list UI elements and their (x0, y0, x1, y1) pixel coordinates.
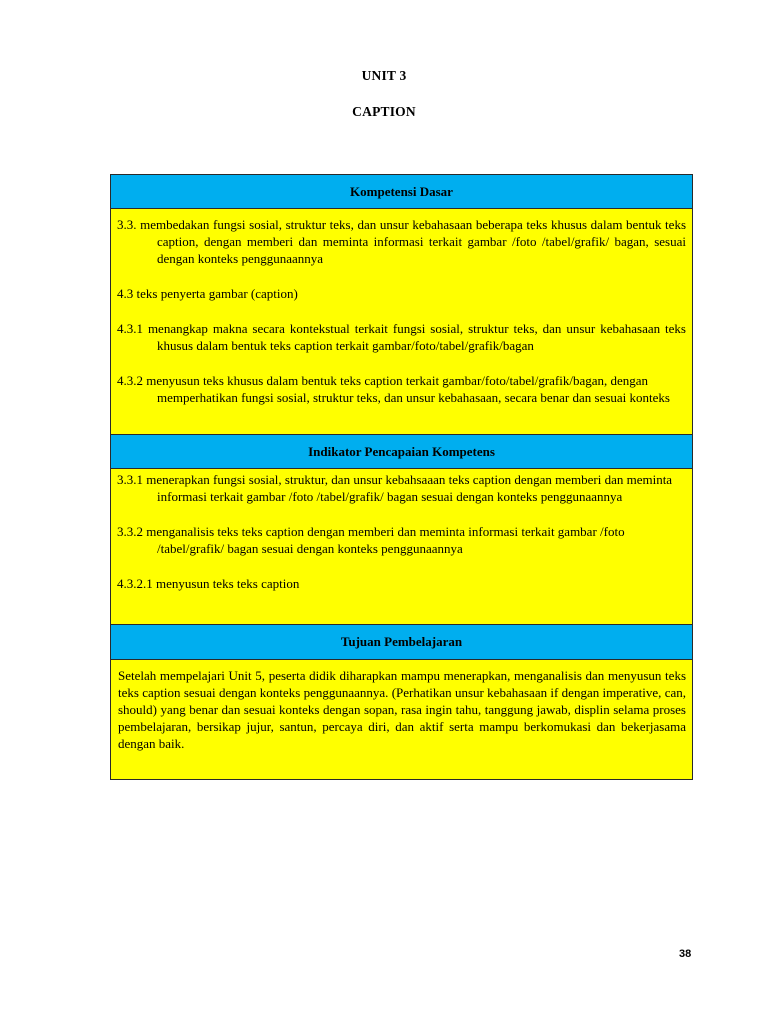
kd-item-3-3: 3.3. membedakan fungsi sosial, struktur teks, dan unsur kebahasaan beberapa teks khusus dalam bentuk teks caption, dengan memberi dan meminta informasi terkait gambar /foto /tabel/grafik/ bagan, sesuai dengan konteks penggunaannya (117, 217, 686, 266)
page-title: CAPTION (352, 104, 416, 119)
ind-item-3-3-2: 3.3.2 menganalisis teks teks caption dengan memberi dan meminta informasi terkait gambar /foto /tabel/grafik/ bagan sesuai dengan konteks penggunaannya (117, 524, 625, 556)
ind-item-3-3-1: 3.3.1 menerapkan fungsi sosial, struktur, dan unsur kebahsaaan teks caption dengan memberi dan meminta informasi terkait gambar /foto /tabel/grafik/ bagan sesuai dengan konteks penggunaannya (117, 472, 673, 504)
kd-item-4-3: 4.3 teks penyerta gambar (caption) (117, 286, 298, 301)
kompetensi-dasar-heading: Kompetensi Dasar (111, 175, 692, 209)
kd-item-4-3-2: 4.3.2 menyusun teks khusus dalam bentuk teks caption terkait gambar/foto/tabel/grafik/bagan, dengan memperhatikan fungsi sosial, struktur teks, dan unsur kebahasaan, secara benar dan sesuai konteks (117, 373, 670, 405)
indikator-heading: Indikator Pencapaian Kompetens (111, 435, 692, 469)
kompetensi-dasar-body (111, 209, 692, 435)
competency-table (110, 174, 693, 780)
ind-item-4-3-2-1: 4.3.2.1 menyusun teks teks caption (117, 576, 300, 591)
tujuan-body (111, 660, 692, 779)
page-number: 38 (679, 948, 692, 960)
indikator-body (111, 469, 692, 625)
tujuan-heading: Tujuan Pembelajaran (111, 625, 692, 660)
unit-label: UNIT 3 (361, 68, 407, 83)
tujuan-text: Setelah mempelajari Unit 5, peserta didik diharapkan mampu menerapkan, menganalisis dan menyusun teks teks caption sesuai dengan konteks penggunaannya. (Perhatikan unsur kebahasaan if dengan imperative, can, should) yang benar dan sesuai konteks dengan sopan, rasa ingin tahu, tanggung jawab, displin selama proses pembelajaran, bersikap jujur, santun, percaya diri, dan aktif serta mampu berkomukasi dan bekerjasama dengan baik. (118, 668, 686, 751)
kd-item-4-3-1: 4.3.1 menangkap makna secara kontekstual terkait fungsi sosial, struktur teks, dan unsur kebahasaan teks khusus dalam bentuk teks caption terkait gambar/foto/tabel/grafik/bagan (117, 321, 686, 353)
